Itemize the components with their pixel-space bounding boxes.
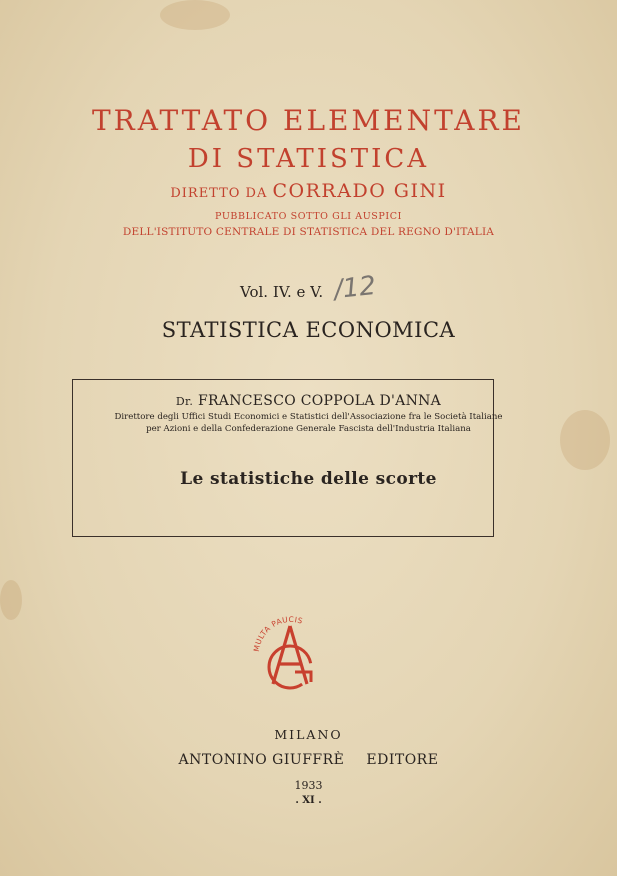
volume-numbers: IV. e V. bbox=[272, 283, 324, 301]
series-title-line-2: DI STATISTICA bbox=[187, 144, 430, 174]
affiliation-line-1: Direttore degli Uffici Studi Economici e Statistici dell'Associazione fra le Società Italiane bbox=[114, 412, 503, 422]
logo-motto: MULTA PAUCIS bbox=[251, 614, 304, 653]
paper-stain bbox=[160, 0, 230, 30]
publisher-logo-icon bbox=[245, 612, 335, 694]
directed-prefix: DIRETTO DA bbox=[170, 186, 268, 201]
published-under: PUBBLICATO SOTTO GLI AUSPICI bbox=[215, 211, 402, 222]
author-line bbox=[0, 393, 617, 409]
publisher-role: EDITORE bbox=[366, 752, 439, 768]
publisher-name: ANTONINO GIUFFRÈ bbox=[178, 752, 345, 768]
imprint-city: MILANO bbox=[274, 727, 343, 742]
director-line bbox=[0, 180, 617, 202]
affiliation-line-2: per Azioni e della Confederazione Generale Fascista dell'Industria Italiana bbox=[146, 424, 471, 434]
imprint-publisher-line bbox=[0, 752, 617, 768]
imprint-era-year: . XI . bbox=[295, 795, 322, 806]
author-title: Dr. bbox=[175, 395, 194, 408]
series-title-line-1: TRATTATO ELEMENTARE bbox=[92, 104, 525, 137]
paper-stain bbox=[0, 580, 22, 620]
director-name: CORRADO GINI bbox=[272, 180, 447, 202]
volume-label bbox=[240, 283, 323, 301]
volume-title: STATISTICA ECONOMICA bbox=[161, 318, 456, 342]
volume-prefix: Vol. bbox=[240, 283, 269, 301]
work-title: Le statistiche delle scorte bbox=[180, 469, 437, 489]
institute-name: DELL'ISTITUTO CENTRALE DI STATISTICA DEL REGNO D'ITALIA bbox=[122, 226, 495, 238]
author-name: FRANCESCO COPPOLA D'ANNA bbox=[197, 393, 442, 409]
imprint-year: 1933 bbox=[294, 779, 323, 792]
handwritten-note: /12 bbox=[332, 270, 378, 306]
